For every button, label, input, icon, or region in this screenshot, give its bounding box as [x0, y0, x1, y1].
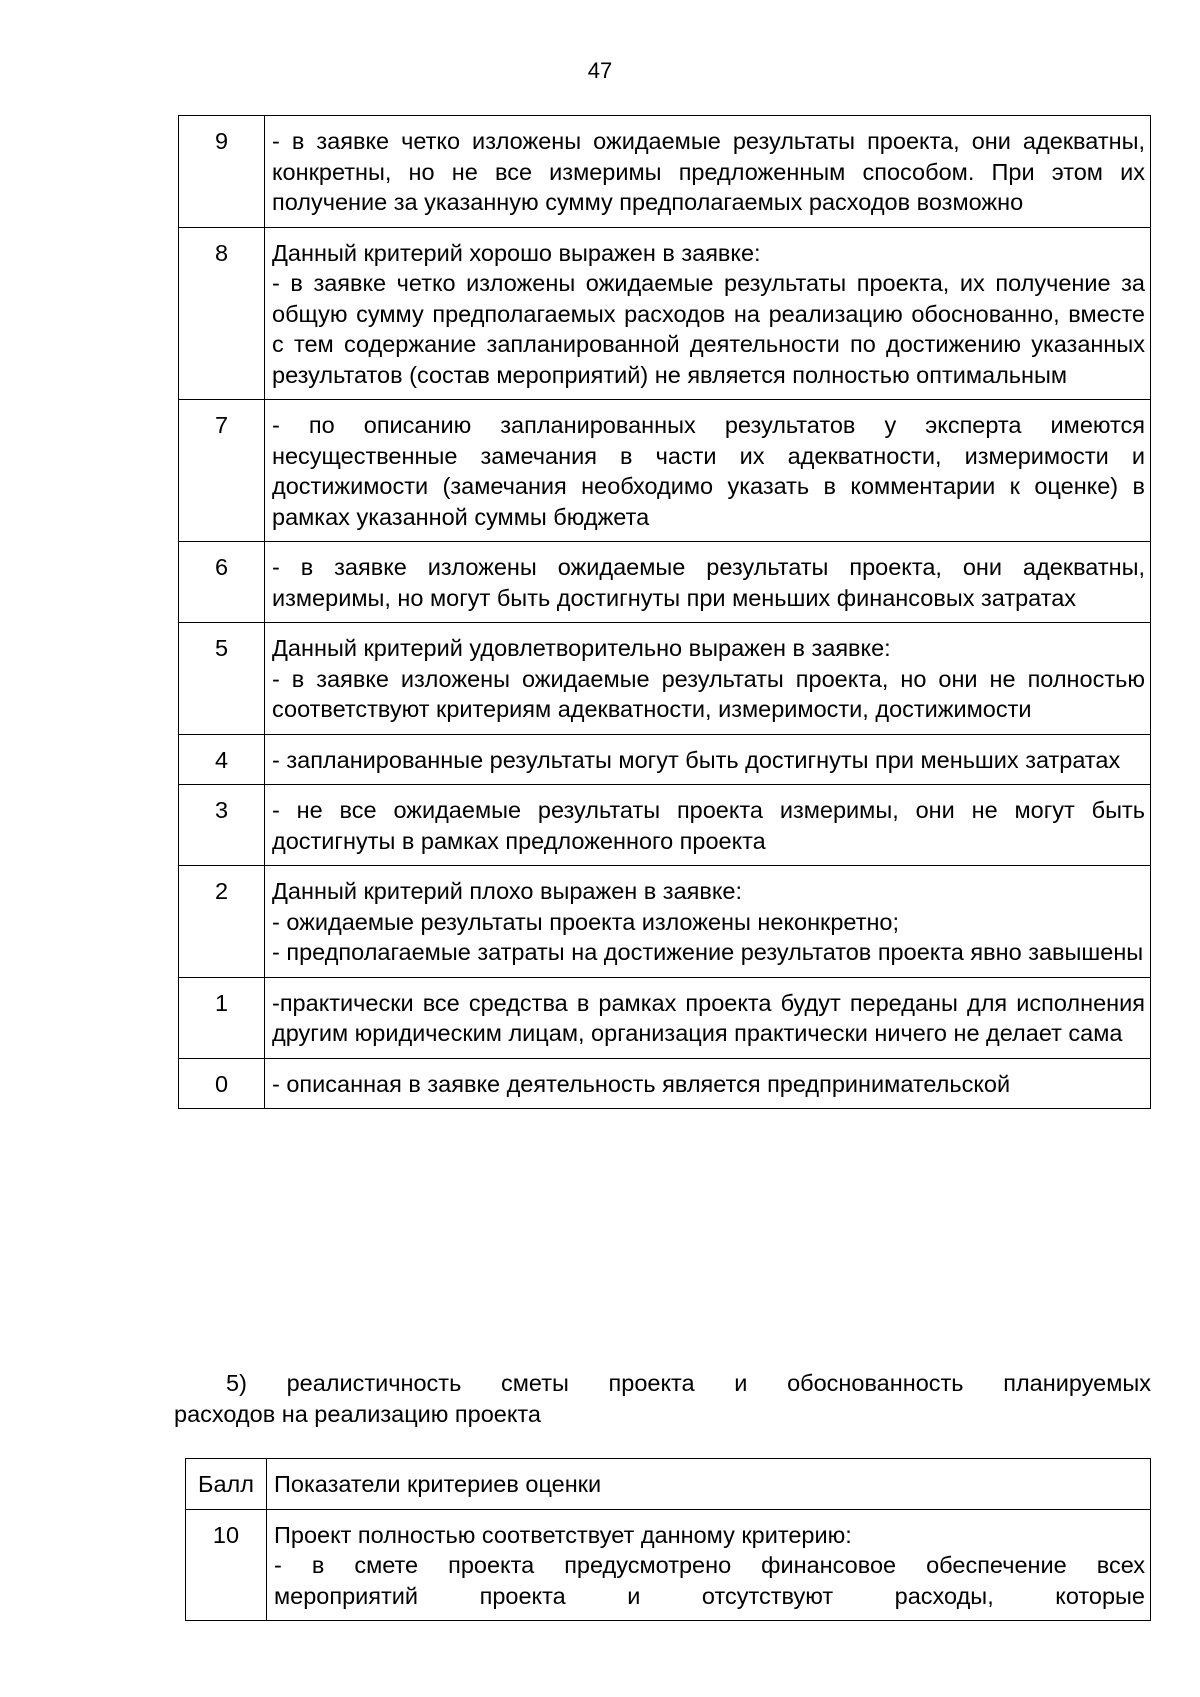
table-header-row — [186, 1459, 1151, 1510]
row-score: 5 — [179, 623, 265, 735]
scoring-table-results — [178, 115, 1151, 1109]
criterion-5-paragraph — [174, 1368, 1151, 1429]
paragraph-line-1: 5) реалистичность сметы проекта и обоснованность планируемых — [226, 1370, 1151, 1396]
table-row — [179, 116, 1151, 228]
row-description — [267, 1509, 1151, 1621]
table-row — [179, 400, 1151, 542]
row-line: - описанная в заявке деятельность является предпринимательской — [272, 1070, 1011, 1097]
table-row — [186, 1509, 1151, 1621]
row-score: 9 — [179, 116, 265, 228]
page-number: 47 — [587, 58, 613, 83]
row-description — [265, 623, 1151, 735]
row-score: 1 — [179, 977, 265, 1058]
row-line: - в заявке четко изложены ожидаемые результаты проекта, их получение за общую сумму предполагаемых расходов на реализацию обоснованно, вместе с тем содержание запланированной деятельности по достижению указанных результатов (состав мероприятий) не является полностью оптимальным — [272, 270, 1145, 388]
row-description — [265, 866, 1151, 978]
table-row — [179, 542, 1151, 623]
row-description — [265, 785, 1151, 866]
row-score: 6 — [179, 542, 265, 623]
scoring-table-budget — [185, 1458, 1151, 1621]
row-line: Проект полностью соответствует данному критерию: — [274, 1521, 852, 1548]
table-row — [179, 1058, 1151, 1109]
header-score: Балл — [186, 1459, 267, 1510]
row-line: - не все ожидаемые результаты проекта измеримы, они не могут быть достигнуты в рамках предложенного проекта — [272, 797, 1145, 854]
row-line: - в заявке изложены ожидаемые результаты проекта, но они не полностью соответствуют критериям адекватности, измеримости, достижимости — [272, 665, 1145, 722]
table-row — [179, 227, 1151, 400]
table-row — [179, 977, 1151, 1058]
row-line: - в заявке четко изложены ожидаемые результаты проекта, они адекватны, конкретны, но не все измеримы предложенным способом. При этом их получение за указанную сумму предполагаемых расходов возможно — [272, 128, 1145, 215]
row-line: - в заявке изложены ожидаемые результаты проекта, они адекватны, измеримы, но могут быть достигнуты при меньших финансовых затратах — [272, 554, 1145, 611]
table-row — [179, 734, 1151, 785]
row-score: 0 — [179, 1058, 265, 1109]
table-row — [179, 623, 1151, 735]
row-score: 8 — [179, 227, 265, 400]
row-line: - ожидаемые результаты проекта изложены неконкретно; — [272, 908, 900, 935]
row-score: 7 — [179, 400, 265, 542]
row-description — [265, 116, 1151, 228]
row-line: -практически все средства в рамках проекта будут переданы для исполнения другим юридическим лицам, организация практически ничего не делает сама — [272, 989, 1145, 1046]
header-description: Показатели критериев оценки — [267, 1459, 1151, 1510]
row-score: 4 — [179, 734, 265, 785]
row-line: Данный критерий удовлетворительно выражен в заявке: — [272, 635, 891, 661]
paragraph-line-2: расходов на реализацию проекта — [174, 1400, 541, 1427]
row-line: - запланированные результаты могут быть достигнуты при меньших затратах — [272, 746, 1121, 773]
row-line: - предполагаемые затраты на достижение результатов проекта явно завышены — [272, 939, 1144, 965]
row-score: 3 — [179, 785, 265, 866]
row-line: - в смете проекта предусмотрено финансовое обеспечение всех — [274, 1552, 1145, 1578]
row-score: 10 — [186, 1509, 267, 1621]
row-description — [265, 542, 1151, 623]
row-line: Данный критерий плохо выражен в заявке: — [272, 878, 742, 904]
row-description — [265, 400, 1151, 542]
row-description — [265, 977, 1151, 1058]
row-description — [265, 734, 1151, 785]
row-description — [265, 227, 1151, 400]
row-line: мероприятий проекта и отсутствуют расходы, которые — [274, 1582, 1145, 1609]
row-line: - по описанию запланированных результатов у эксперта имеются несущественные замечания в части их адекватности, измеримости и достижимости (замечания необходимо указать в комментарии к оценке) в рамках указанной суммы бюджета — [272, 412, 1145, 530]
table-row — [179, 785, 1151, 866]
table-row — [179, 866, 1151, 978]
row-description — [265, 1058, 1151, 1109]
row-line: Данный критерий хорошо выражен в заявке: — [272, 239, 761, 266]
row-score: 2 — [179, 866, 265, 978]
